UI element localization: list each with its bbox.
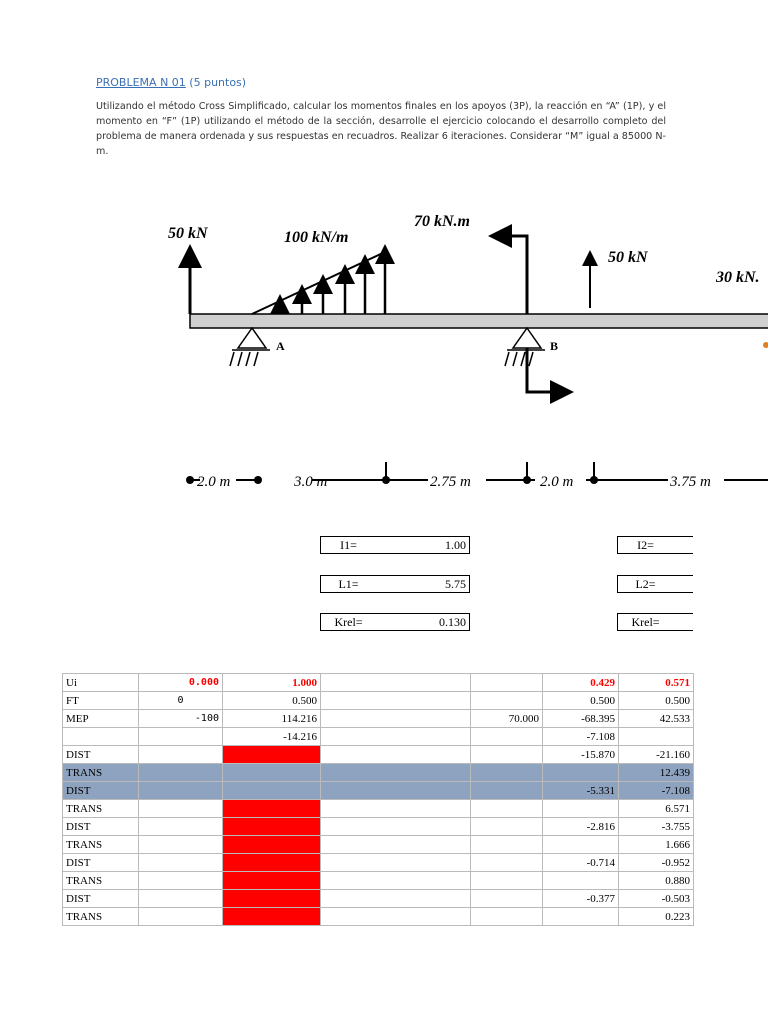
param-i2	[617, 536, 693, 554]
param-label: I2=	[637, 537, 654, 552]
table-cell	[471, 746, 543, 764]
table-cell	[223, 782, 321, 800]
table-row	[63, 674, 694, 692]
beam-diagram	[0, 200, 768, 500]
row-label: TRANS	[63, 800, 139, 818]
table-cell	[471, 854, 543, 872]
table-cell	[471, 764, 543, 782]
table-cell: 42.533	[619, 710, 694, 728]
table-cell: 0.000	[139, 674, 223, 692]
row-label: TRANS	[63, 764, 139, 782]
table-cell	[543, 764, 619, 782]
table-cell	[471, 728, 543, 746]
param-value: 1.00	[445, 537, 466, 552]
table-cell-spacer	[321, 782, 471, 800]
table-cell-spacer	[321, 818, 471, 836]
param-i1	[320, 536, 470, 554]
dimension-dot	[523, 476, 531, 484]
distributed-load-arrows	[280, 254, 385, 314]
table-cell	[139, 764, 223, 782]
table-cell: -14.216	[223, 728, 321, 746]
table-cell	[223, 764, 321, 782]
table-row	[63, 692, 694, 710]
param-value: 0.130	[439, 614, 466, 629]
dimension-label: 2.75 m	[430, 474, 471, 490]
row-label: DIST	[63, 890, 139, 908]
cross-method-table	[62, 673, 694, 926]
row-label: TRANS	[63, 872, 139, 890]
table-cell	[543, 800, 619, 818]
table-cell	[223, 890, 321, 908]
table-cell: 1.666	[619, 836, 694, 854]
table-cell-spacer	[321, 728, 471, 746]
table-cell	[223, 908, 321, 926]
table-cell	[223, 818, 321, 836]
table-cell-spacer	[321, 692, 471, 710]
table-cell	[471, 800, 543, 818]
point-marker	[763, 342, 768, 348]
table-cell	[471, 692, 543, 710]
table-cell	[223, 872, 321, 890]
dimension-dot	[254, 476, 262, 484]
table-cell-spacer	[321, 854, 471, 872]
table-cell	[139, 854, 223, 872]
table-cell	[619, 728, 694, 746]
beam	[190, 314, 768, 328]
row-label: TRANS	[63, 908, 139, 926]
table-cell	[543, 908, 619, 926]
param-label: L1=	[338, 576, 359, 591]
table-row	[63, 782, 694, 800]
table-cell: -7.108	[619, 782, 694, 800]
row-label: DIST	[63, 746, 139, 764]
table-row	[63, 800, 694, 818]
table-cell	[139, 890, 223, 908]
table-cell	[139, 746, 223, 764]
table-cell: -0.952	[619, 854, 694, 872]
dimension-label: 3.75 m	[670, 474, 711, 490]
table-cell: 0.223	[619, 908, 694, 926]
row-label: DIST	[63, 782, 139, 800]
table-row	[63, 872, 694, 890]
table-cell-spacer	[321, 836, 471, 854]
dimension-label: 2.0 m	[540, 474, 574, 490]
dimension-label: 2.0 m	[197, 474, 231, 490]
table-row	[63, 818, 694, 836]
param-label: Krel=	[334, 614, 363, 629]
table-row	[63, 710, 694, 728]
table-cell	[471, 908, 543, 926]
table-cell: 0.880	[619, 872, 694, 890]
table-cell: -100	[139, 710, 223, 728]
table-cell: -3.755	[619, 818, 694, 836]
table-cell: 0	[139, 692, 223, 710]
moment-arrow	[500, 236, 527, 314]
table-cell: -0.377	[543, 890, 619, 908]
table-cell: 0.500	[619, 692, 694, 710]
table-cell-spacer	[321, 710, 471, 728]
dimension-label: 3.0 m	[294, 474, 328, 490]
table-cell	[139, 728, 223, 746]
param-krel1	[320, 613, 470, 631]
table-cell	[471, 890, 543, 908]
table-cell: -68.395	[543, 710, 619, 728]
table-cell: 0.571	[619, 674, 694, 692]
table-row	[63, 764, 694, 782]
table-cell-spacer	[321, 674, 471, 692]
table-cell	[223, 836, 321, 854]
param-label: I1=	[340, 537, 357, 552]
table-row	[63, 908, 694, 926]
row-label: FT	[63, 692, 139, 710]
table-cell-spacer	[321, 764, 471, 782]
table-row	[63, 890, 694, 908]
row-label: TRANS	[63, 836, 139, 854]
table-cell: -0.503	[619, 890, 694, 908]
row-label: DIST	[63, 854, 139, 872]
support-a	[230, 328, 270, 366]
load-label-moment: 70 kN.m	[414, 213, 470, 230]
row-label: Ui	[63, 674, 139, 692]
problem-points: (5 puntos)	[189, 76, 247, 89]
table-cell: 0.500	[223, 692, 321, 710]
table-cell	[471, 872, 543, 890]
table-cell: -2.816	[543, 818, 619, 836]
support-label-a: A	[276, 339, 285, 353]
dimension-dot	[590, 476, 598, 484]
support-label-b: B	[550, 339, 559, 353]
row-label: DIST	[63, 818, 139, 836]
problem-title	[96, 76, 666, 89]
table-cell: 114.216	[223, 710, 321, 728]
problem-title-link[interactable]: PROBLEMA N 01	[96, 76, 186, 89]
table-row	[63, 854, 694, 872]
table-cell	[543, 872, 619, 890]
load-label-50kn-left: 50 kN	[168, 225, 208, 242]
table-cell	[139, 782, 223, 800]
param-value: 5.75	[445, 576, 466, 591]
table-cell	[139, 836, 223, 854]
dimension-dot	[382, 476, 390, 484]
table-cell: 12.439	[619, 764, 694, 782]
row-label	[63, 728, 139, 746]
table-cell	[471, 782, 543, 800]
table-cell	[471, 818, 543, 836]
param-label: L2=	[635, 576, 656, 591]
table-cell: 70.000	[471, 710, 543, 728]
table-cell: 6.571	[619, 800, 694, 818]
param-label: Krel=	[631, 614, 660, 629]
table-cell	[139, 872, 223, 890]
table-cell-spacer	[321, 746, 471, 764]
table-cell	[471, 836, 543, 854]
table-cell: -0.714	[543, 854, 619, 872]
table-cell-spacer	[321, 872, 471, 890]
table-cell	[543, 836, 619, 854]
load-label-50kn-right: 50 kN	[608, 249, 648, 266]
param-l2	[617, 575, 693, 593]
table-cell	[223, 746, 321, 764]
support-b	[505, 328, 545, 366]
table-cell: -15.870	[543, 746, 619, 764]
table-cell	[471, 674, 543, 692]
row-label: MEP	[63, 710, 139, 728]
table-cell	[223, 854, 321, 872]
table-cell: 0.500	[543, 692, 619, 710]
table-cell-spacer	[321, 800, 471, 818]
param-krel2	[617, 613, 693, 631]
table-cell-spacer	[321, 890, 471, 908]
table-cell	[139, 908, 223, 926]
load-label-distributed: 100 kN/m	[284, 229, 349, 246]
table-cell: -7.108	[543, 728, 619, 746]
table-cell: -21.160	[619, 746, 694, 764]
table-cell-spacer	[321, 908, 471, 926]
table-row	[63, 728, 694, 746]
table-row	[63, 836, 694, 854]
problem-statement: Utilizando el método Cross Simplificado, calcular los momentos finales en los apoyos (3P), la reacción en “A” (1P), y el momento en “F” (1P) utilizando el método de la sección, desarrolle el ejercicio colocando el desarrollo completo del problema de manera ordenada y sus respuestas en recuadros. Realizar 6 iteraciones. Considerar “M” igual a 85000 N-m.	[96, 101, 666, 157]
dimension-dot	[186, 476, 194, 484]
problem-header	[96, 76, 666, 159]
table-cell: 0.429	[543, 674, 619, 692]
load-label-30kn: 30 kN.	[716, 269, 760, 286]
table-cell	[223, 800, 321, 818]
table-cell: 1.000	[223, 674, 321, 692]
table-row	[63, 746, 694, 764]
table-cell: -5.331	[543, 782, 619, 800]
table-cell	[139, 800, 223, 818]
param-l1	[320, 575, 470, 593]
table-cell	[139, 818, 223, 836]
